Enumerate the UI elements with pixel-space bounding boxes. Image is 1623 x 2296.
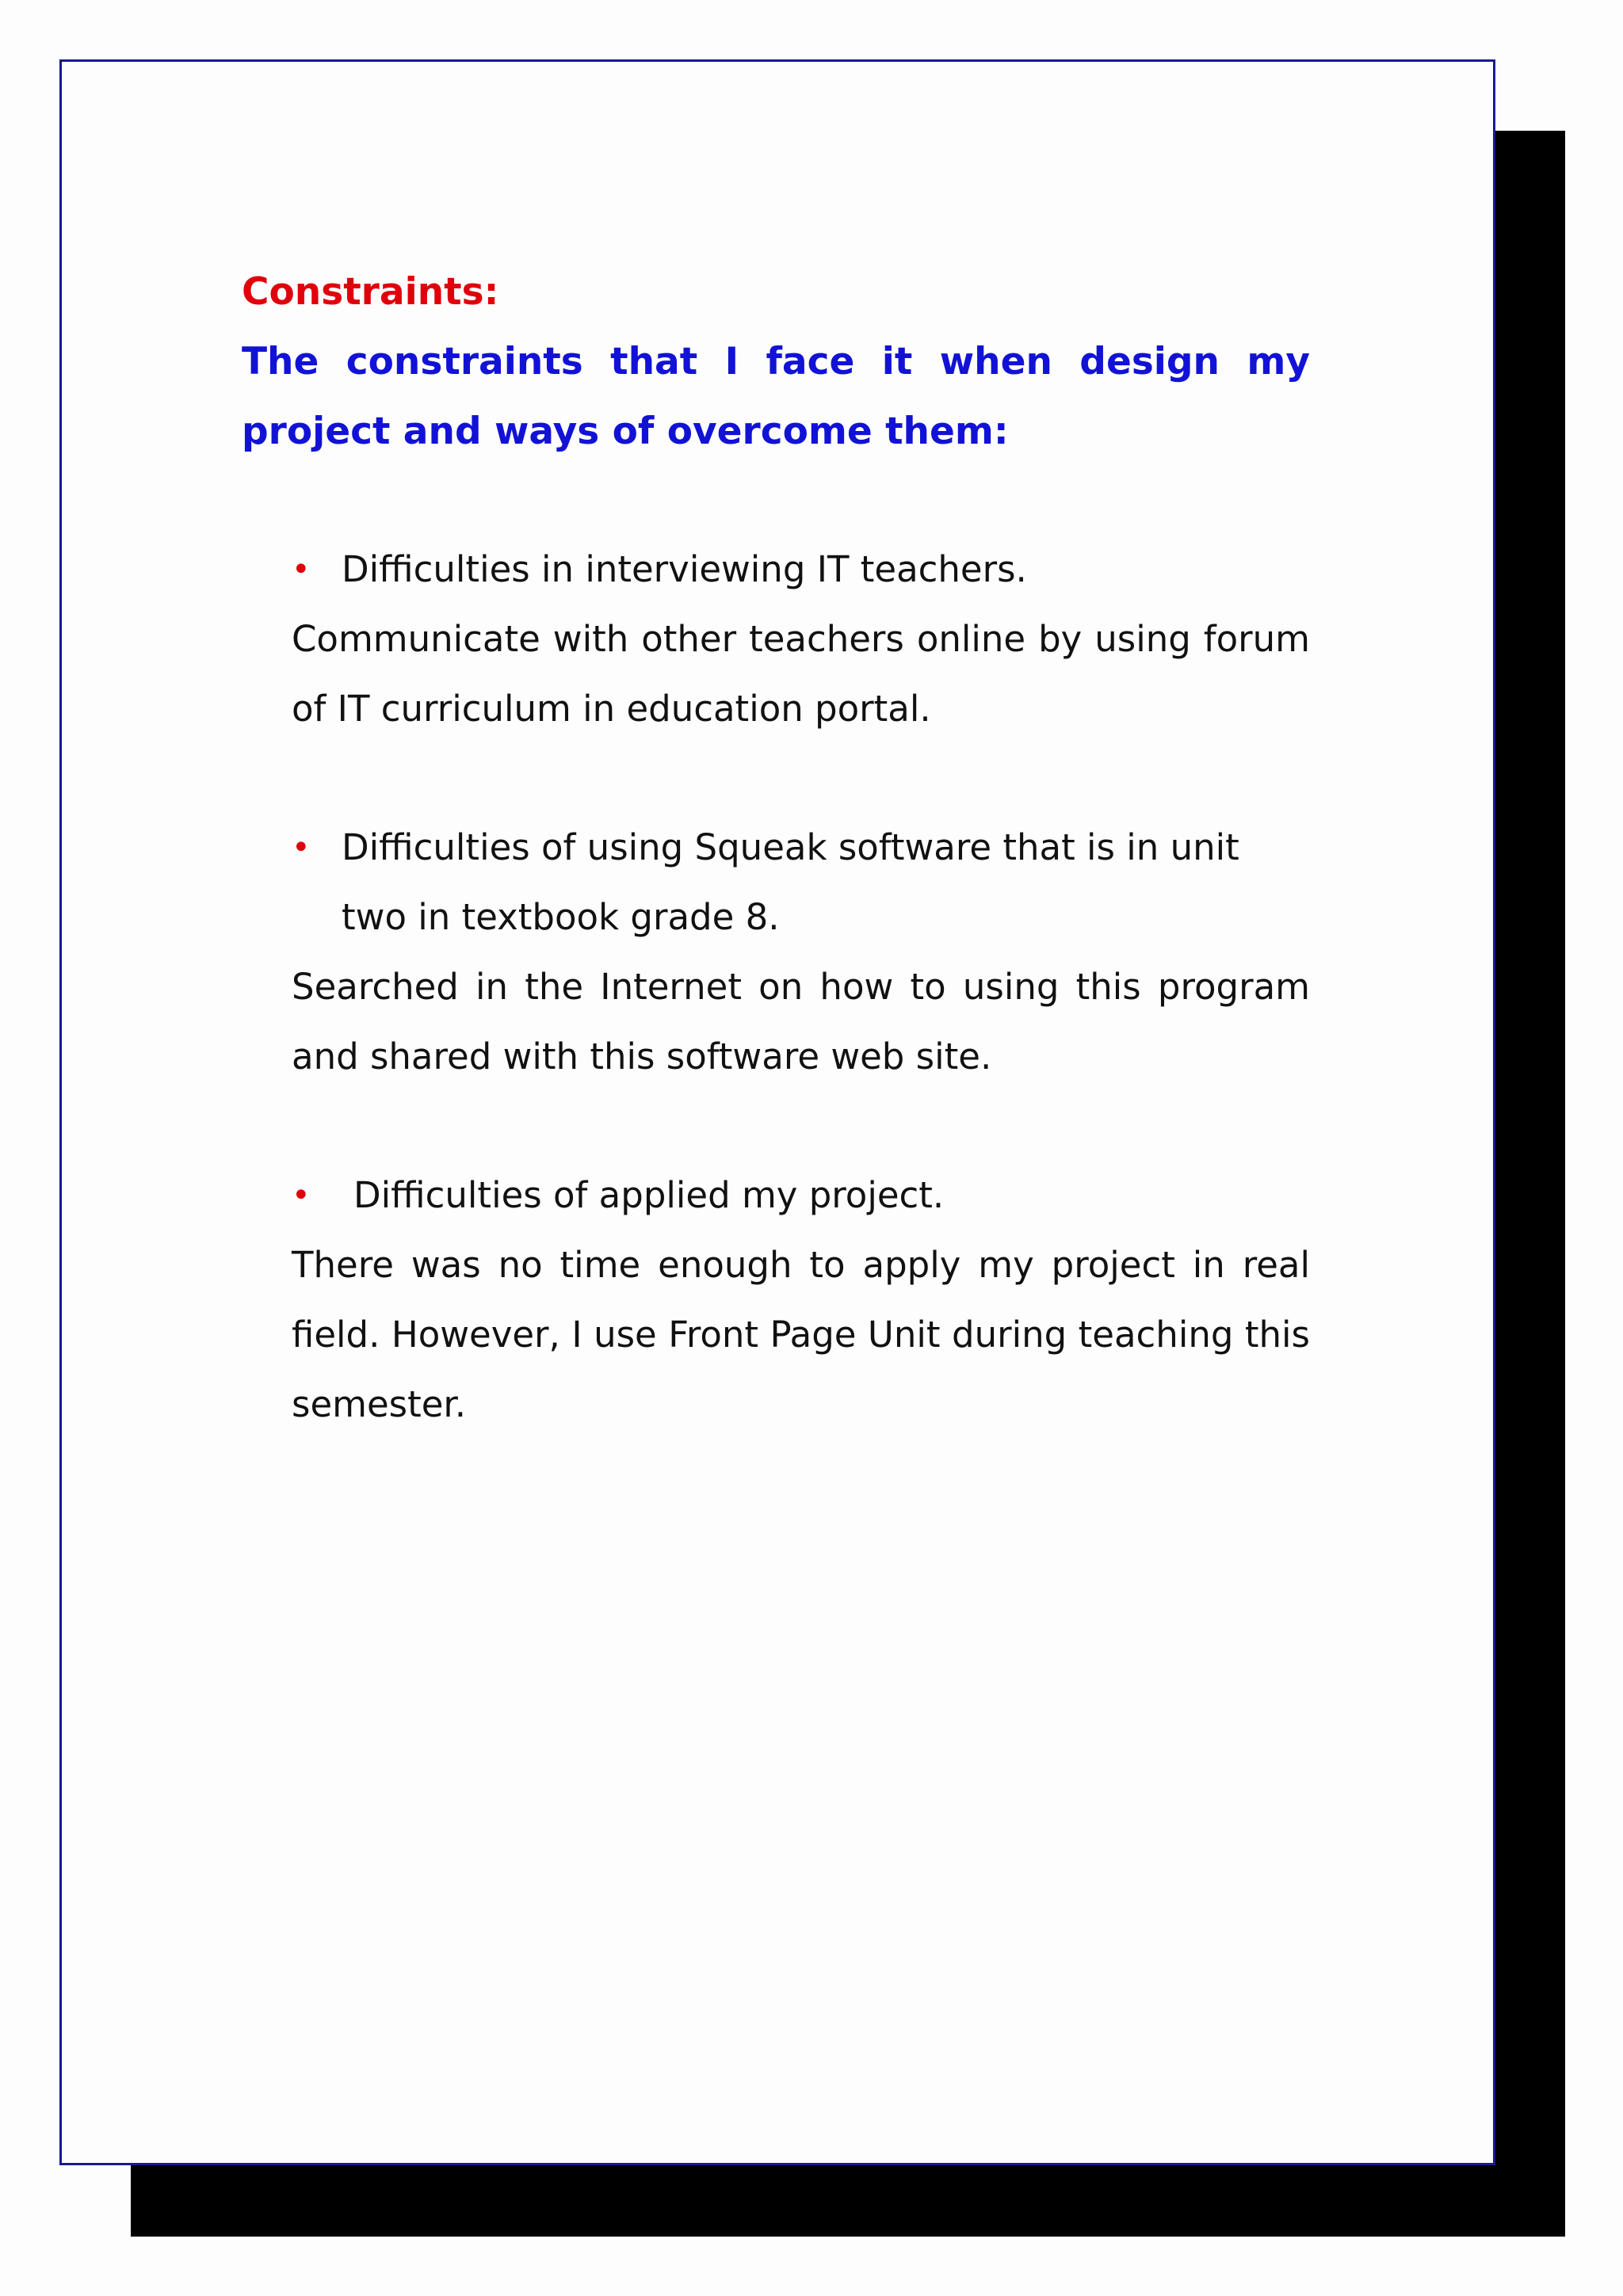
section-subtitle: The constraints that I face it when design my project and ways of overcome them: <box>242 340 1310 453</box>
solution-text: Communicate with other teachers online by using forum of IT curriculum in education portal. <box>292 618 1310 730</box>
bullet-icon: • <box>292 830 311 866</box>
constraint-item <box>292 1161 1310 1440</box>
bullet-icon: • <box>292 551 311 588</box>
bullet-icon: • <box>292 1177 311 1214</box>
section-title: Constraints: <box>242 270 499 314</box>
difficulty-text: Difficulties of using Squeak software that is in unit two in textbook grade 8. <box>342 826 1239 938</box>
solution-text: There was no time enough to apply my project in real field. However, I use Front Page Unit during teaching this semester. <box>292 1244 1310 1425</box>
page-content <box>242 257 1310 1440</box>
difficulty-text: Difficulties of applied my project. <box>353 1174 945 1216</box>
difficulty-line <box>292 813 1310 952</box>
constraint-item <box>292 813 1310 1092</box>
difficulty-line <box>292 1161 1310 1230</box>
solution-text: Searched in the Internet on how to using this program and shared with this software web site. <box>292 966 1310 1077</box>
constraint-item <box>292 535 1310 744</box>
difficulty-line <box>292 535 1310 605</box>
difficulty-text: Difficulties in interviewing IT teachers. <box>342 548 1027 590</box>
